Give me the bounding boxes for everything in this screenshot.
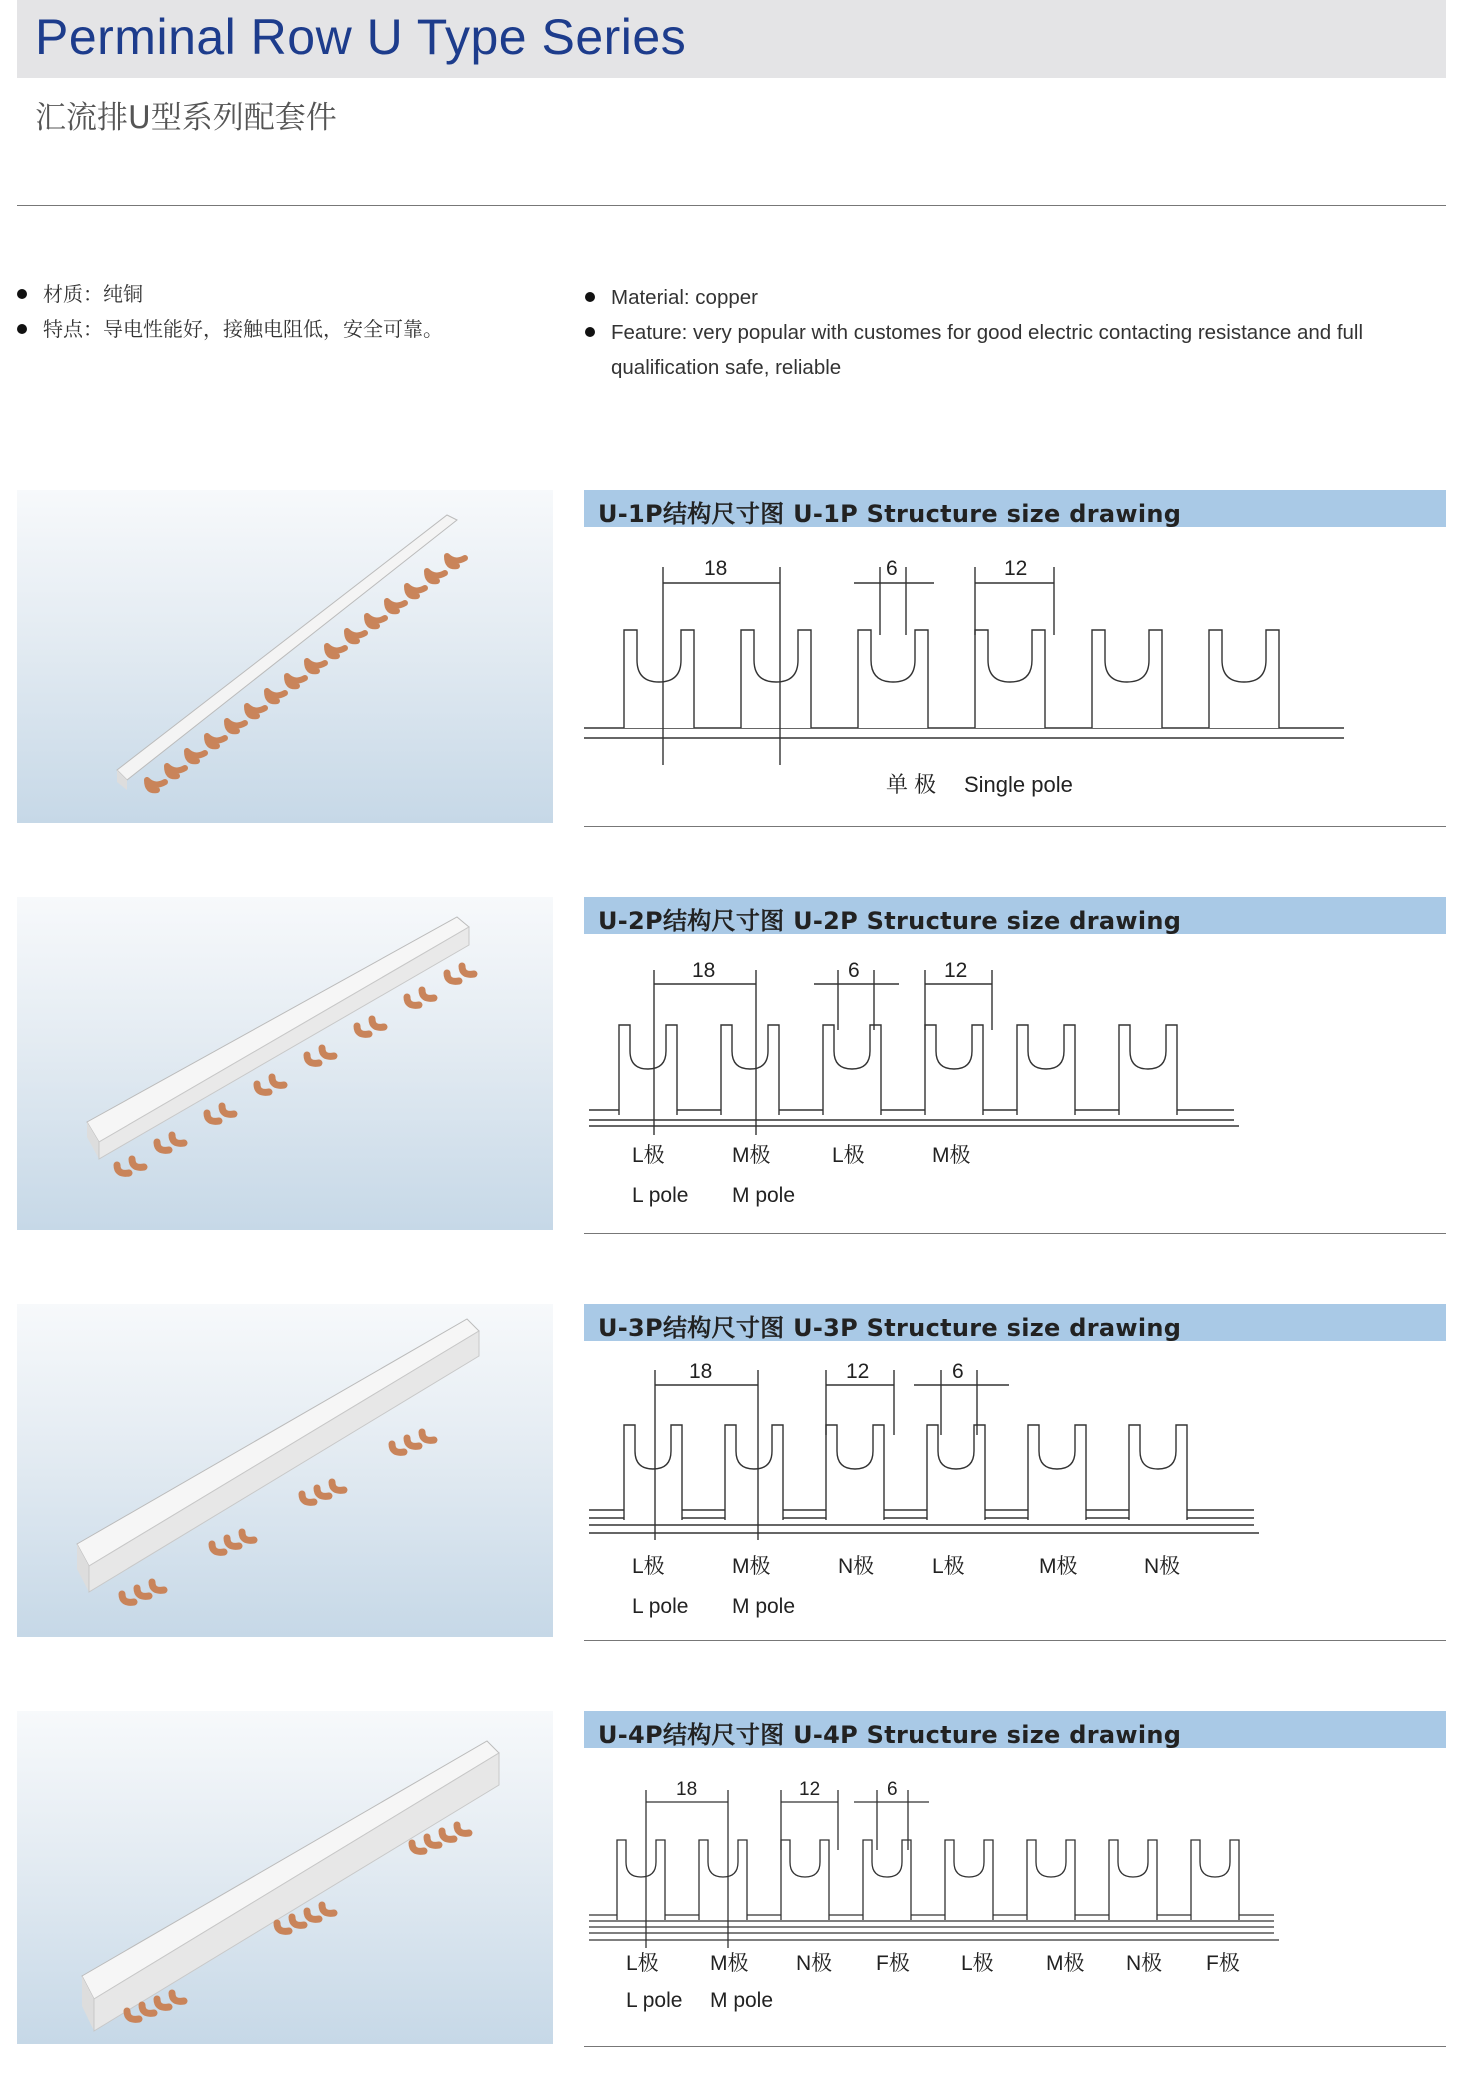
dim-label: 18 — [692, 959, 716, 982]
drawing-svg — [584, 1355, 1446, 1635]
pole-label-en: L pole — [626, 1989, 683, 2012]
pole-label: F极 — [1206, 1952, 1240, 1975]
feature-item-continued: qualification safe, reliable — [611, 356, 842, 379]
bullet-icon — [585, 292, 595, 302]
section-title-bar-u4p — [584, 1711, 1446, 1748]
product-photo-u3p — [17, 1304, 553, 1637]
pole-label: L极 — [632, 1144, 665, 1167]
pole-label: F极 — [876, 1952, 910, 1975]
bullet-icon — [17, 289, 27, 299]
dim-label: 6 — [887, 1779, 898, 1800]
product-photo-u2p — [17, 897, 553, 1230]
drawing-svg — [584, 545, 1446, 805]
pole-label-en: M pole — [732, 1595, 796, 1618]
dim-label: 12 — [944, 959, 968, 982]
caption-en: Single pole — [964, 772, 1073, 797]
dim-label: 12 — [1004, 557, 1028, 580]
busbar-image — [17, 1304, 553, 1637]
dim-label: 18 — [704, 557, 728, 580]
pole-label: M极 — [732, 1144, 771, 1167]
drawing-svg — [584, 1770, 1446, 2020]
dim-label: 6 — [952, 1360, 964, 1383]
dim-label: 6 — [848, 959, 860, 982]
structure-drawing-u1p — [584, 545, 1446, 805]
pole-label: L极 — [626, 1952, 659, 1975]
product-photo-u1p — [17, 490, 553, 823]
pole-label: M极 — [1039, 1555, 1078, 1578]
section-title-bar-u1p — [584, 490, 1446, 527]
pole-label: N极 — [1126, 1952, 1163, 1975]
section-title-bar-u2p — [584, 897, 1446, 934]
busbar-image — [17, 897, 553, 1230]
feature-item: 材质：纯铜 — [17, 278, 443, 313]
pole-label: M极 — [732, 1555, 771, 1578]
page-title: Perminal Row U Type Series — [35, 9, 687, 65]
bullet-icon — [17, 324, 27, 334]
section-divider — [584, 2046, 1446, 2047]
dim-label: 12 — [846, 1360, 870, 1383]
header-bar — [17, 0, 1446, 78]
dim-label: 18 — [676, 1779, 698, 1800]
feature-list-cn — [17, 278, 443, 348]
section-divider — [584, 1640, 1446, 1641]
product-photo-u4p — [17, 1711, 553, 2044]
feature-list-en — [585, 280, 1363, 385]
pole-label: M极 — [932, 1144, 971, 1167]
structure-drawing-u3p — [584, 1355, 1446, 1635]
pole-label: M极 — [710, 1952, 749, 1975]
pole-label-en: L pole — [632, 1595, 689, 1618]
pole-label: L极 — [932, 1555, 965, 1578]
structure-drawing-u4p — [584, 1770, 1446, 2020]
feature-item: Material: copper — [585, 280, 1363, 315]
drawing-svg — [584, 950, 1446, 1220]
busbar-image — [17, 490, 553, 823]
feature-item: Feature: very popular with customes for good electric contacting resistance and full — [585, 315, 1363, 350]
section-title: U-1P结构尺寸图 U-1P Structure size drawing — [598, 500, 1182, 528]
section-title-bar-u3p — [584, 1304, 1446, 1341]
page-subtitle-cn: 汇流排U型系列配套件 — [35, 100, 337, 136]
feature-item: 特点：导电性能好，接触电阻低，安全可靠。 — [17, 313, 443, 348]
pole-label-en: M pole — [710, 1989, 774, 2012]
dim-label: 18 — [689, 1360, 713, 1383]
pole-label: L极 — [832, 1144, 865, 1167]
section-divider — [584, 1233, 1446, 1234]
copper-forks — [117, 966, 474, 1173]
section-title: U-2P结构尺寸图 U-2P Structure size drawing — [598, 907, 1182, 935]
pole-label: L极 — [632, 1555, 665, 1578]
copper-forks — [147, 556, 465, 790]
dim-label: 12 — [799, 1779, 821, 1800]
pole-label-en: L pole — [632, 1184, 689, 1207]
section-divider — [584, 826, 1446, 827]
pole-label: M极 — [1046, 1952, 1085, 1975]
pole-label-en: M pole — [732, 1184, 796, 1207]
dim-label: 6 — [886, 557, 898, 580]
section-title: U-3P结构尺寸图 U-3P Structure size drawing — [598, 1314, 1182, 1342]
busbar-image — [17, 1711, 553, 2044]
pole-label: N极 — [796, 1952, 833, 1975]
pole-label: N极 — [1144, 1555, 1181, 1578]
pole-label: N极 — [838, 1555, 875, 1578]
pole-label: L极 — [961, 1952, 994, 1975]
header-divider — [17, 205, 1446, 206]
bullet-icon — [585, 327, 595, 337]
structure-drawing-u2p — [584, 950, 1446, 1220]
section-title: U-4P结构尺寸图 U-4P Structure size drawing — [598, 1721, 1182, 1749]
caption-cn: 单 极 — [886, 772, 937, 797]
